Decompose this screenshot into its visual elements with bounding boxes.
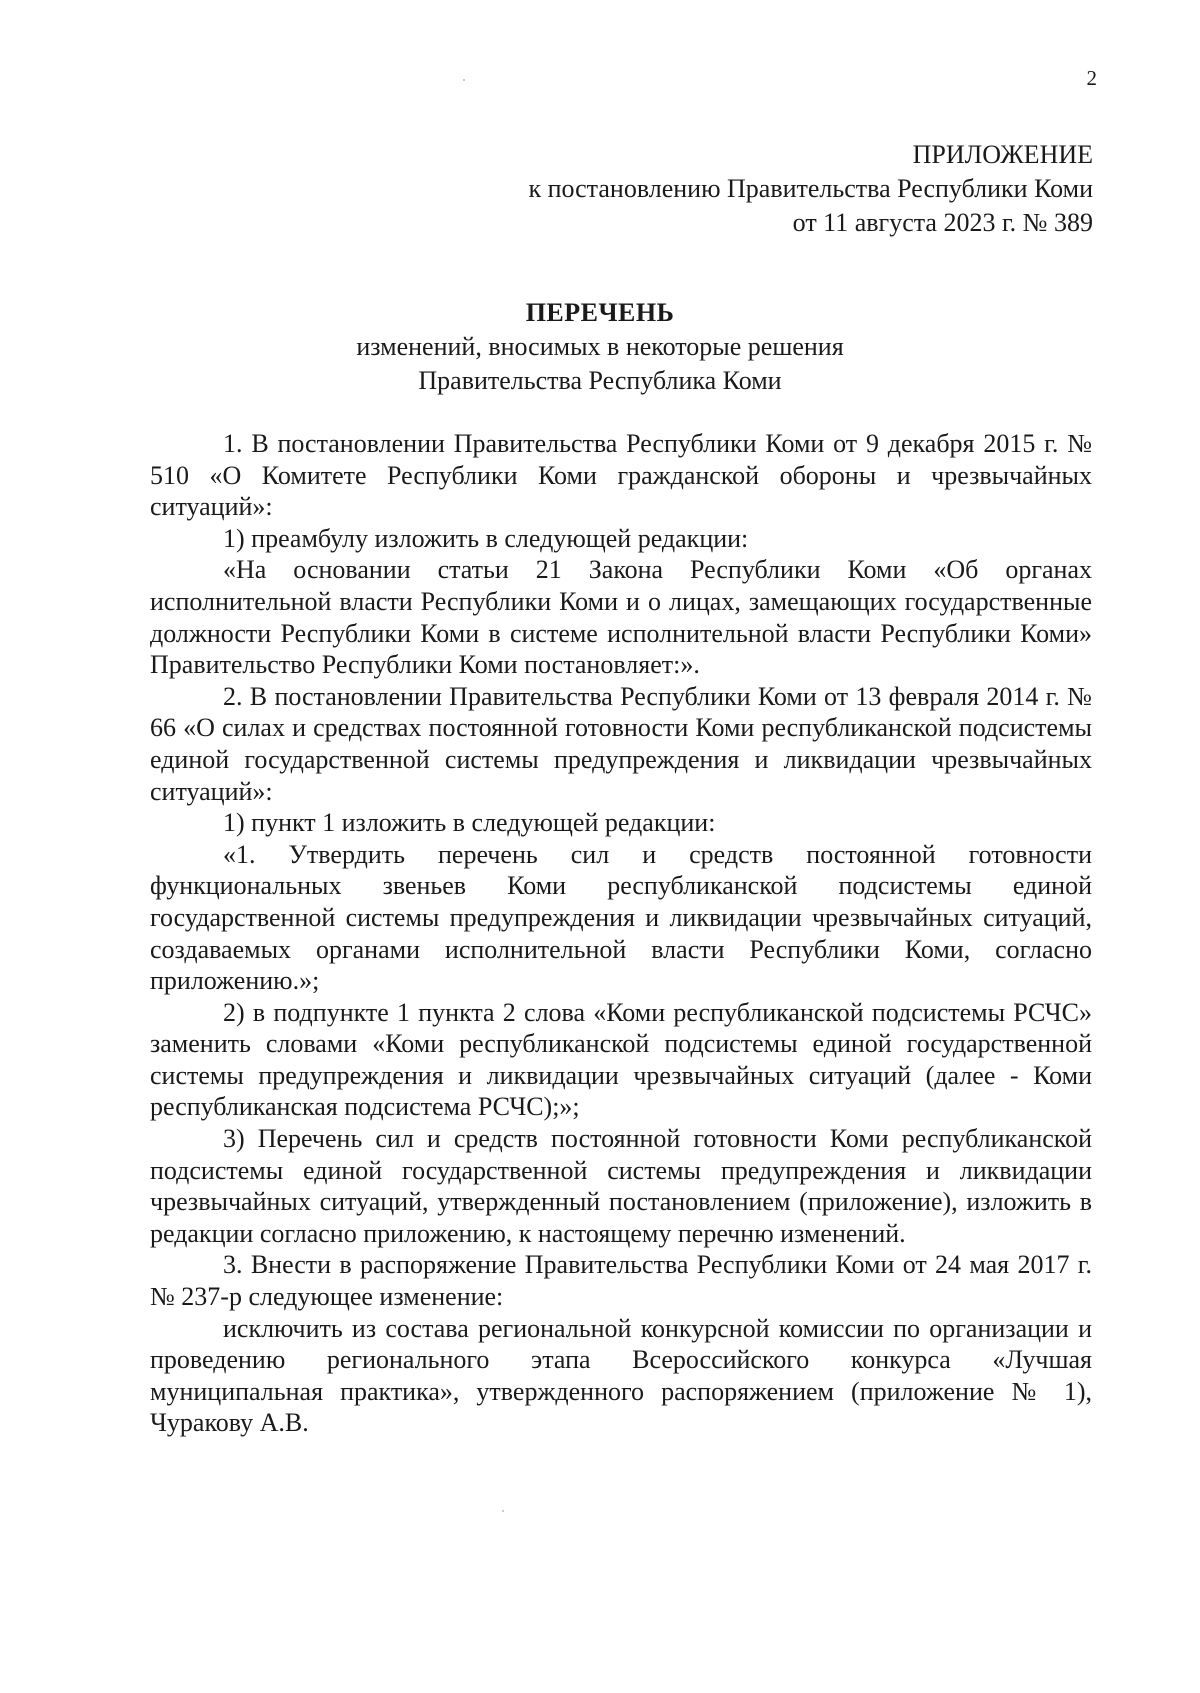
document-title-block bbox=[0, 296, 1200, 398]
paragraph-item-3-text: исключить из состава региональной конкурсной комиссии по организации и проведению регионального этапа Всероссийского конкурса «Лучшая муниципальная практика», утвержденного распоряжением (приложение № 1), Чуракову А.В. bbox=[150, 1313, 1092, 1438]
page-number: 2 bbox=[1086, 66, 1097, 90]
approval-reference: к постановлению Правительства Республики Коми bbox=[528, 174, 1093, 203]
paragraph-item-3: 3. Внести в распоряжение Правительства Республики Коми от 24 мая 2017 г. № 237-р следующее изменение: bbox=[150, 1250, 1092, 1312]
approval-title: ПРИЛОЖЕНИЕ bbox=[912, 140, 1093, 169]
paragraph-item-2: 2. В постановлении Правительства Республики Коми от 13 февраля 2014 г. № 66 «О силах и средствах постоянной готовности Коми республиканской подсистемы единой государственной системы предупреждения и ликвидации чрезвычайных ситуаций»: bbox=[150, 681, 1092, 806]
document-heading: ПЕРЕЧЕНЬ bbox=[525, 298, 675, 327]
paragraph-item-1-quote: «На основании статьи 21 Закона Республики Коми «Об органах исполнительной власти Республики Коми и о лицах, замещающих государственные должности Республики Коми в системе исполнительной власти Республики Коми» Правительство Республики Коми постановляет:». bbox=[150, 555, 1092, 680]
scan-speck bbox=[502, 1510, 504, 1512]
paragraph-item-1: 1. В постановлении Правительства Республики Коми от 9 декабря 2015 г. № 510 «О Комитете Республики Коми гражданской обороны и чрезвычайных ситуаций»: bbox=[150, 429, 1092, 522]
document-subtitle-line2: Правительства Республика Коми bbox=[418, 366, 782, 395]
paragraph-item-2-quote: «1. Утвердить перечень сил и средств постоянной готовности функциональных звеньев Коми республиканской подсистемы единой государственной системы предупреждения и ликвидации чрезвычайных ситуаций, создаваемых органами исполнительной власти Республики Коми, согласно приложению.»; bbox=[150, 839, 1092, 996]
paragraph-item-1-sub-1: 1) преамбулу изложить в следующей редакции: bbox=[223, 523, 749, 553]
scan-speck bbox=[463, 79, 465, 81]
paragraph-item-2-sub-1: 1) пункт 1 изложить в следующей редакции: bbox=[223, 808, 716, 838]
document-body bbox=[150, 428, 1092, 1439]
approval-block bbox=[528, 138, 1093, 240]
paragraph-item-2-sub-3: 3) Перечень сил и средств постоянной готовности Коми республиканской подсистемы единой государственной системы предупреждения и ликвидации чрезвычайных ситуаций, утвержденный постановлением (приложение), изложить в редакции согласно приложению, к настоящему перечню изменений. bbox=[150, 1124, 1092, 1248]
approval-date-number: от 11 августа 2023 г. № 389 bbox=[792, 208, 1093, 237]
paragraph-item-2-sub-2: 2) в подпункте 1 пункта 2 слова «Коми республиканской подсистемы РСЧС» заменить словами «Коми республиканской подсистемы единой государственной системы предупреждения и ликвидации чрезвычайных ситуаций (далее - Коми республиканская подсистема РСЧС);»; bbox=[150, 997, 1092, 1122]
document-subtitle-line1: изменений, вносимых в некоторые решения bbox=[356, 332, 844, 361]
